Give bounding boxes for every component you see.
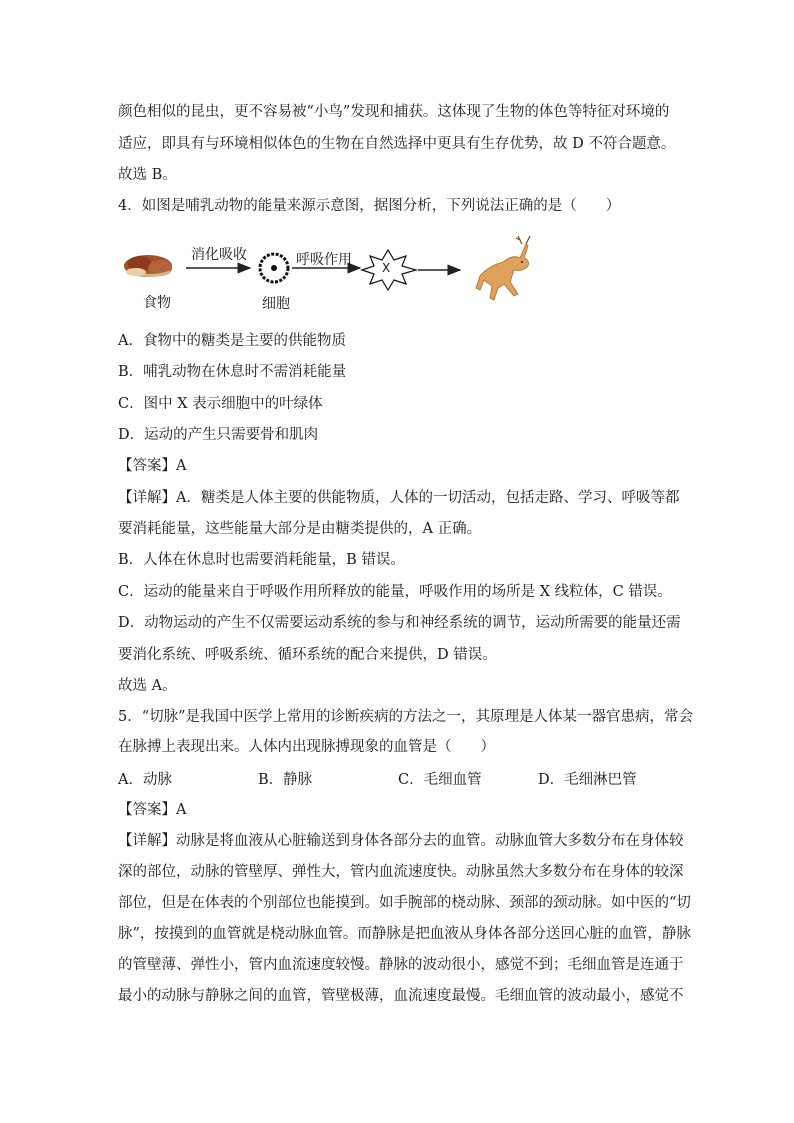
cell-label: 细胞 <box>262 296 290 312</box>
text-line: 故选 B。 <box>118 167 177 183</box>
option-a: A．食物中的糖类是主要的供能物质 <box>118 333 346 349</box>
q5-option-d: D．毛细淋巴管 <box>538 772 637 788</box>
q5-option-a: A．动脉 <box>118 772 172 788</box>
explanation-line: 【详解】动脉是将血液从心脏输送到身体各部分去的血管。动脉血管大多数分布在身体较 <box>118 833 684 849</box>
peanut-icon <box>124 255 172 277</box>
explanation-line: 【详解】A．糖类是人体主要的供能物质，人体的一切活动，包括走路、学习、呼吸等都 <box>118 490 680 506</box>
explanation-line: 要消化系统、呼吸系统、循环系统的配合来提供，D 错误。 <box>118 647 497 663</box>
answer: 【答案】A <box>118 802 187 818</box>
text-line: 颜色相似的昆虫，更不容易被“小鸟”发现和捕获。这体现了生物的体色等特征对环境的 <box>118 104 670 120</box>
x-label: X <box>382 261 391 275</box>
food-label: 食物 <box>143 295 171 311</box>
explanation-line: 的管壁薄、弹性小，管内血流速度较慢。静脉的波动很小，感觉不到；毛细血管是连通于 <box>118 957 684 973</box>
option-b: B．哺乳动物在休息时不需消耗能量 <box>118 364 347 380</box>
explanation-line: 最小的动脉与静脉之间的血管，管壁极薄，血流速度最慢。毛细血管的波动最小，感觉不 <box>118 988 684 1004</box>
question-4: 4．如图是哺乳动物的能量来源示意图，据图分析，下列说法正确的是（ ） <box>118 198 621 214</box>
cell-icon <box>260 254 288 282</box>
q5-option-c: C．毛细血管 <box>398 772 482 788</box>
selection: 故选 A。 <box>118 678 177 694</box>
answer: 【答案】A <box>118 458 187 474</box>
explanation-line: B．人体在休息时也需要消耗能量，B 错误。 <box>118 552 405 568</box>
explanation-line: D．动物运动的产生不仅需要运动系统的参与和神经系统的调节，运动所需要的能量还需 <box>118 615 681 631</box>
respiration-label: 呼吸作用 <box>296 252 352 268</box>
explanation-line: 脉”，按摸到的血管就是桡动脉血管。而静脉是把血液从身体各部分送回心脏的血管，静脉 <box>118 926 691 942</box>
text-line: 适应，即具有与环境相似体色的生物在自然选择中更具有生存优势，故 D 不符合题意。 <box>118 136 676 152</box>
digestion-absorption-label: 消化吸收 <box>191 247 247 263</box>
question-5-cont: 在脉搏上表现出来。人体内出现脉搏现象的血管是（ ） <box>118 739 495 755</box>
option-d: D．运动的产生只需要骨和肌肉 <box>118 427 319 443</box>
explanation-line: 要消耗能量，这些能量大部分是由糖类提供的，A 正确。 <box>118 521 482 537</box>
explanation-line: 深的部位，动脉的管壁厚、弹性大，管内血流速度快。动脉虽然大多数分布在身体的较深 <box>118 864 684 880</box>
option-c: C．图中 X 表示细胞中的叶绿体 <box>118 396 323 412</box>
q5-option-b: B．静脉 <box>258 772 313 788</box>
explanation-line: 部位，但是在体表的个别部位也能摸到。如手腕部的桡动脉、颈部的颈动脉。如中医的“切 <box>118 895 691 911</box>
energy-source-diagram <box>118 232 678 312</box>
question-5: 5．“切脉”是我国中医学上常用的诊断疾病的方法之一，其原理是人体某一器官患病，常会 <box>118 709 694 725</box>
explanation-line: C．运动的能量来自于呼吸作用所释放的能量，呼吸作用的场所是 X 线粒体，C 错误。 <box>118 584 672 600</box>
deer-icon <box>476 236 530 300</box>
